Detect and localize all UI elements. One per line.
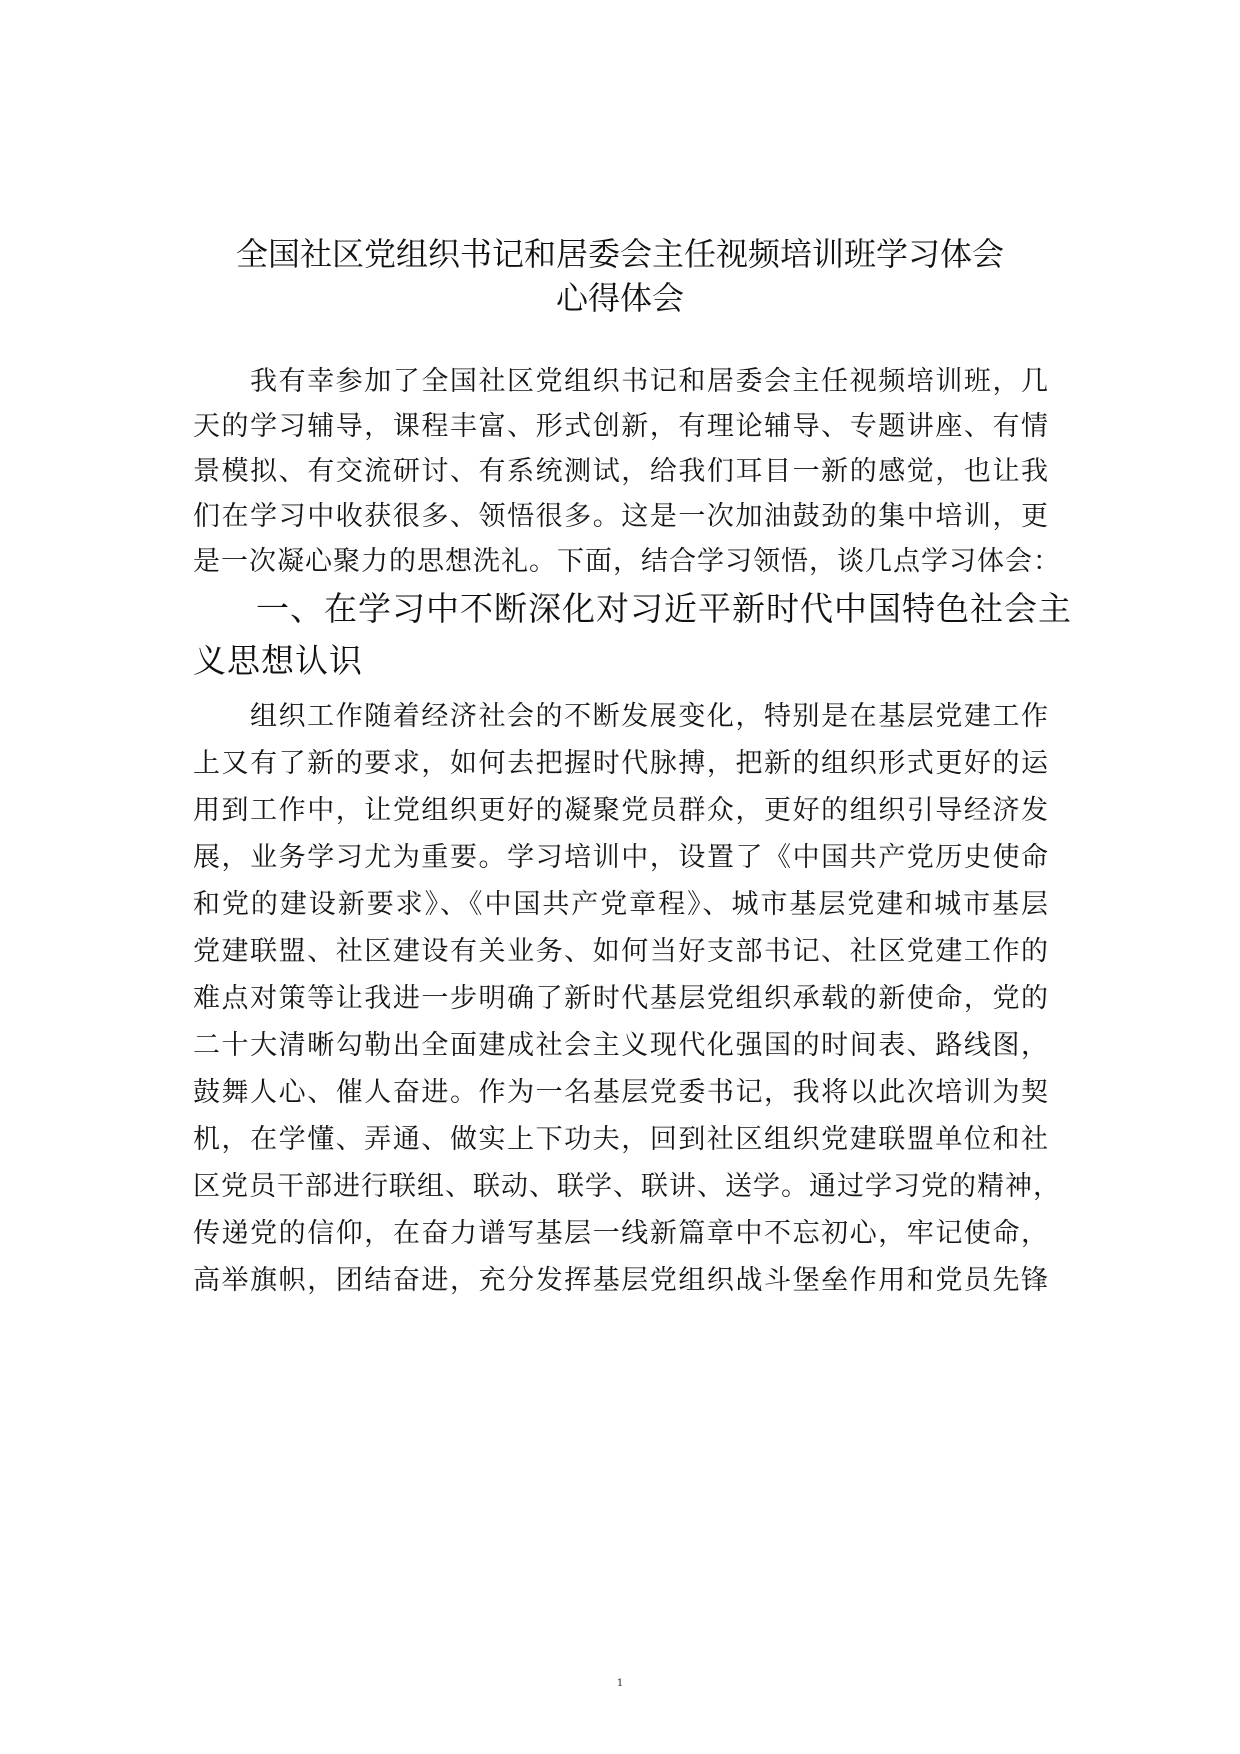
- section-paragraph-line: 上又有了新的要求，如何去把握时代脉搏，把新的组织形式更好的运: [193, 748, 1049, 779]
- document-title: 全国社区党组织书记和居委会主任视频培训班学习体会: [235, 235, 1004, 273]
- document-subtitle: 心得体会: [555, 279, 684, 317]
- section-paragraph-line: 机，在学懂、弄通、做实上下功夫，回到社区组织党建联盟单位和社: [193, 1124, 1049, 1155]
- intro-paragraph-line: 们在学习中收获很多、领悟很多。这是一次加油鼓劲的集中培训，更: [193, 501, 1049, 532]
- section-heading: 义思想认识: [193, 641, 363, 680]
- section-paragraph-line: 展，业务学习尤为重要。学习培训中，设置了《中国共产党历史使命: [193, 842, 1049, 873]
- section-paragraph-line: 鼓舞人心、催人奋进。作为一名基层党委书记，我将以此次培训为契: [193, 1077, 1049, 1108]
- section-paragraph-line: 组织工作随着经济社会的不断发展变化，特别是在基层党建工作: [250, 701, 1049, 732]
- section-paragraph-line: 高举旗帜，团结奋进，充分发挥基层党组织战斗堡垒作用和党员先锋: [193, 1265, 1049, 1296]
- intro-paragraph-line: 景模拟、有交流研讨、有系统测试，给我们耳目一新的感觉，也让我: [193, 456, 1049, 487]
- section-paragraph-line: 用到工作中，让党组织更好的凝聚党员群众，更好的组织引导经济发: [193, 795, 1049, 826]
- section-paragraph-line: 和党的建设新要求》、《中国共产党章程》、城市基层党建和城市基层: [193, 889, 1049, 920]
- page-number: 1: [616, 1678, 624, 1689]
- section-paragraph-line: 难点对策等让我进一步明确了新时代基层党组织承载的新使命，党的: [193, 983, 1049, 1014]
- section-paragraph-line: 二十大清晰勾勒出全面建成社会主义现代化强国的时间表、路线图，: [193, 1030, 1049, 1061]
- intro-paragraph-line: 是一次凝心聚力的思想洗礼。下面，结合学习领悟，谈几点学习体会：: [193, 546, 1061, 577]
- intro-paragraph-line: 天的学习辅导，课程丰富、形式创新，有理论辅导、专题讲座、有情: [193, 411, 1049, 442]
- section-paragraph-line: 传递党的信仰，在奋力谱写基层一线新篇章中不忘初心，牢记使命，: [193, 1218, 1049, 1249]
- section-paragraph-line: 区党员干部进行联组、联动、联学、联讲、送学。通过学习党的精神，: [193, 1171, 1061, 1202]
- intro-paragraph-line: 我有幸参加了全国社区党组织书记和居委会主任视频培训班，几: [250, 366, 1049, 397]
- section-heading: 一、在学习中不断深化对习近平新时代中国特色社会主: [256, 589, 1072, 628]
- section-paragraph-line: 党建联盟、社区建设有关业务、如何当好支部书记、社区党建工作的: [193, 936, 1049, 967]
